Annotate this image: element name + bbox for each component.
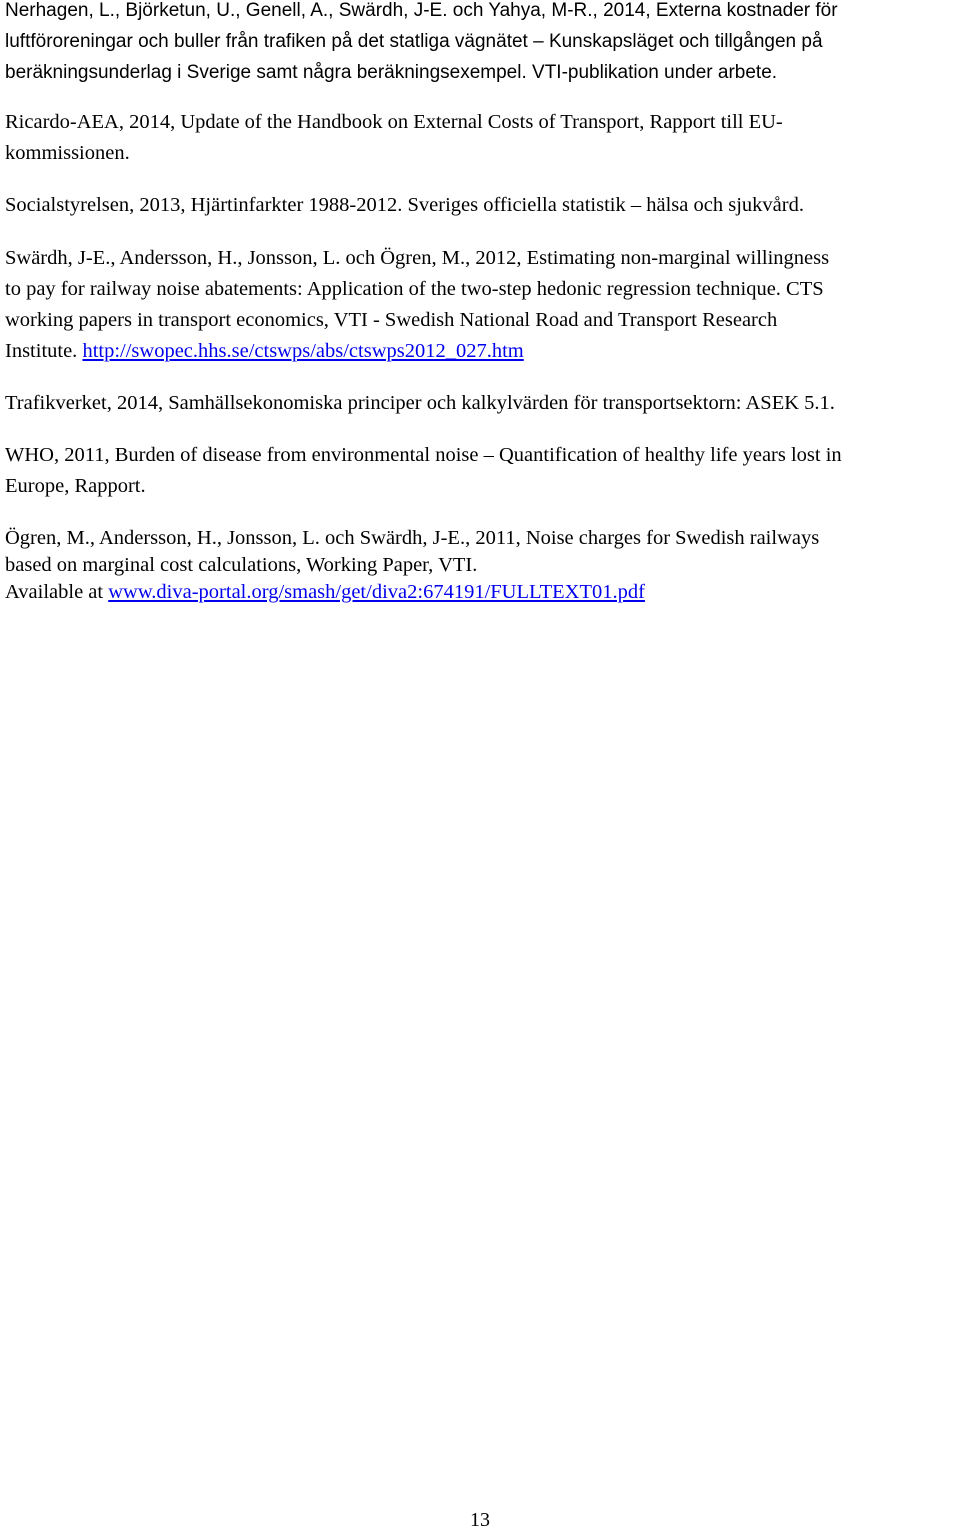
swopec-link[interactable]: http://swopec.hhs.se/ctswps/abs/ctswps2012_027.htm (82, 340, 524, 362)
reference-swardh (5, 243, 955, 367)
reference-socialstyrelsen (5, 190, 955, 221)
reference-line: Nerhagen, L., Björketun, U., Genell, A., Swärdh, J-E. och Yahya, M-R., 2014, Externa kostnader för (5, 0, 838, 21)
reference-nerhagen (5, 0, 955, 88)
diva-portal-link[interactable]: www.diva-portal.org/smash/get/diva2:674191/FULLTEXT01.pdf (108, 581, 645, 603)
reference-line: Swärdh, J-E., Andersson, H., Jonsson, L. och Ögren, M., 2012, Estimating non-marginal willingness (5, 247, 830, 269)
reference-line: Socialstyrelsen, 2013, Hjärtinfarkter 1988-2012. Sveriges officiella statistik – hälsa och sjukvård. (5, 194, 804, 216)
reference-line: beräkningsunderlag i Sverige samt några beräkningsexempel. VTI-publikation under arbete. (5, 62, 778, 83)
reference-ogren (5, 525, 955, 606)
reference-line (5, 336, 955, 367)
page-number: 13 (470, 1509, 490, 1531)
reference-who (5, 440, 955, 502)
reference-line (5, 579, 955, 606)
reference-line: Ricardo-AEA, 2014, Update of the Handbook on External Costs of Transport, Rapport till EU- (5, 111, 783, 133)
reference-line-prefix: Available at (5, 581, 109, 603)
reference-line-prefix: Institute. (5, 340, 83, 362)
reference-line: kommissionen. (5, 142, 130, 164)
reference-line: to pay for railway noise abatements: Application of the two-step hedonic regression technique. CTS (5, 278, 824, 300)
reference-line: Ögren, M., Andersson, H., Jonsson, L. och Swärdh, J-E., 2011, Noise charges for Swedish railways (5, 527, 820, 549)
reference-trafikverket (5, 388, 955, 419)
reference-line: Trafikverket, 2014, Samhällsekonomiska principer och kalkylvärden för transportsektorn: ASEK 5.1. (5, 392, 835, 414)
reference-ricardo (5, 107, 955, 169)
reference-line: luftföroreningar och buller från trafiken på det statliga vägnätet – Kunskapsläget och tillgången på (5, 31, 823, 52)
reference-line: Europe, Rapport. (5, 475, 146, 497)
reference-line: working papers in transport economics, VTI - Swedish National Road and Transport Research (5, 309, 778, 331)
reference-line: WHO, 2011, Burden of disease from environmental noise – Quantification of healthy life years lost in (5, 444, 842, 466)
reference-line: based on marginal cost calculations, Working Paper, VTI. (5, 554, 478, 576)
